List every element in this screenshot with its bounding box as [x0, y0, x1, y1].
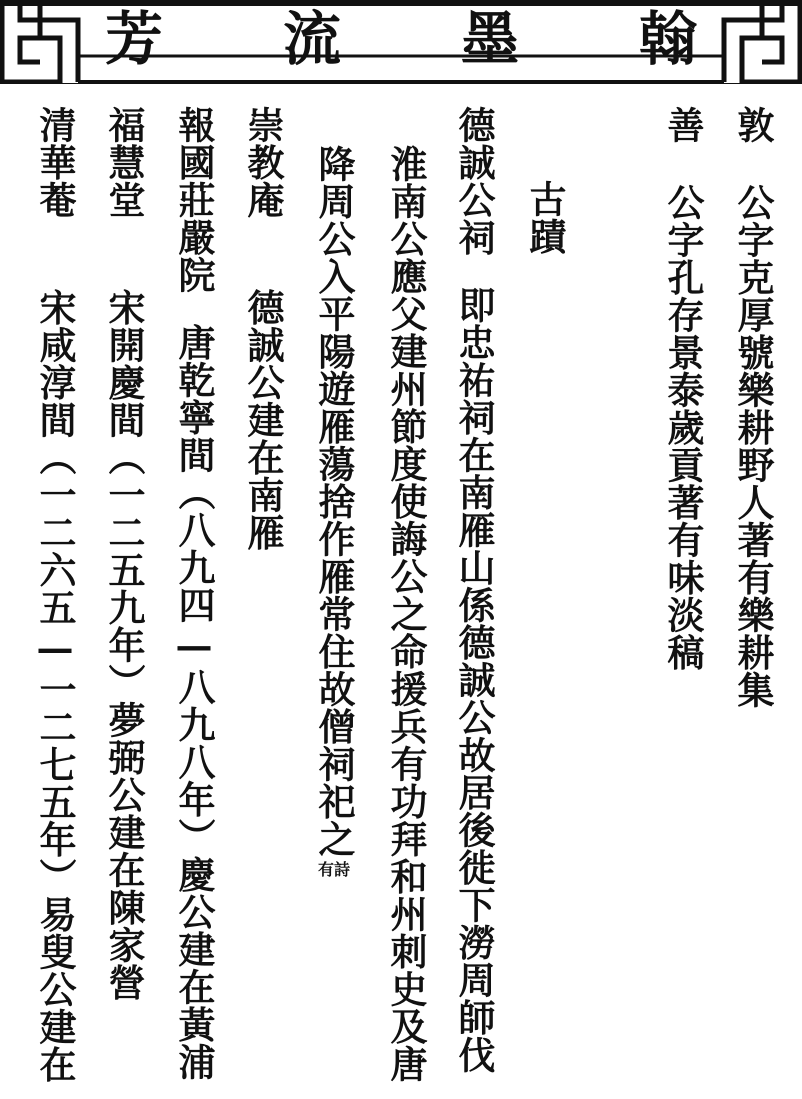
header-title-char-2: 墨 — [460, 5, 519, 73]
header-title-char-4: 芳 — [104, 5, 163, 73]
header-title-char-1: 翰 — [638, 5, 697, 73]
column-text: 德誠公建在南雁 — [241, 288, 285, 551]
annotation-note: 有詩 — [318, 859, 351, 879]
column-7 — [241, 106, 285, 551]
column-6 — [312, 145, 356, 879]
header-title-char-3: 流 — [282, 5, 341, 73]
column-text: 公字克厚號樂耕野人著有樂耕集 — [731, 183, 775, 709]
column-text: 降周公入平陽遊雁蕩捨作雁常住故僧祠祀之 — [312, 145, 356, 858]
column-5 — [384, 145, 428, 1083]
section-heading-ancient-sites — [523, 180, 567, 255]
column-key: 崇教庵 — [241, 106, 285, 219]
column-text: 宋咸淳間（一二六五—一二七五年）易叟公建在 — [33, 288, 77, 1083]
column-key: 德誠公祠 — [452, 106, 496, 256]
column-2 — [661, 106, 705, 671]
column-key: 敦 — [731, 106, 775, 144]
column-4 — [452, 106, 496, 1074]
column-key: 善 — [661, 106, 705, 144]
column-text: 唐乾寧間（八九四—八九八年）慶公建在黃浦 — [172, 323, 216, 1081]
column-text: 宋開慶間（一二五九年）夢弼公建在陳家營 — [102, 288, 146, 1001]
column-text: 公字孔存景泰歲貢著有味淡稿 — [661, 183, 705, 671]
column-key: 報國莊嚴院 — [172, 106, 216, 294]
page-header — [0, 0, 802, 84]
column-8 — [172, 106, 216, 1081]
column-10 — [33, 106, 77, 1083]
column-key: 福慧堂 — [102, 106, 146, 219]
column-text: 淮南公應父建州節度使誨公之命援兵有功拜和州刺史及唐 — [384, 145, 428, 1083]
column-9 — [102, 106, 146, 1001]
column-1 — [731, 106, 775, 709]
column-text: 即忠祐祠在南雁山係德誠公故居後徙下澇周師伐 — [452, 286, 496, 1074]
column-key: 清華菴 — [33, 106, 77, 219]
section-heading-text: 古蹟 — [523, 180, 567, 255]
